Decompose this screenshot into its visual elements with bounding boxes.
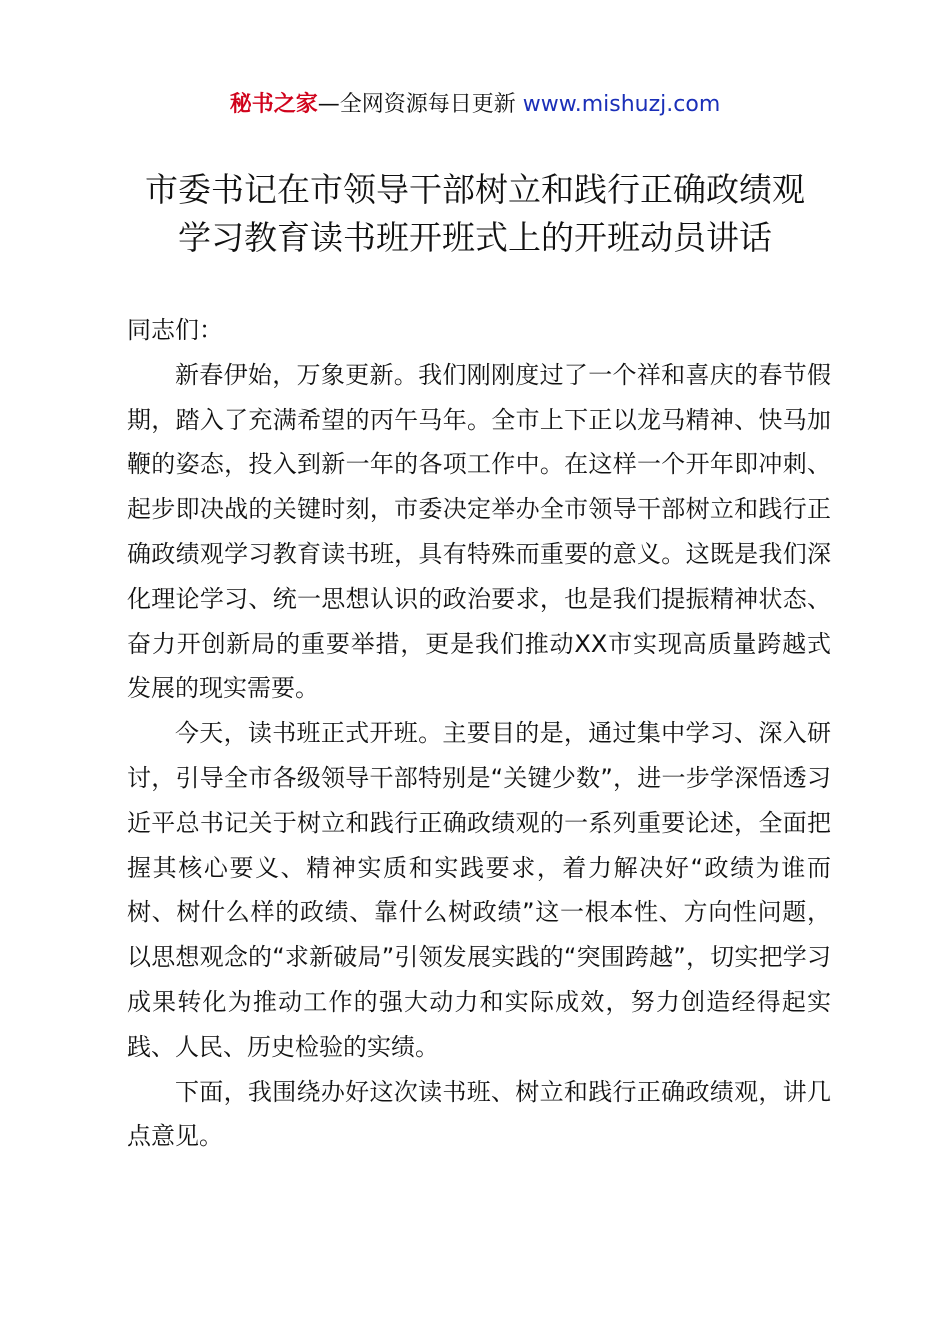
header-tagline: —全网资源每日更新: [317, 92, 516, 117]
body-paragraph: 下面，我围绕办好这次读书班、树立和践行正确政绩观，讲几点意见。: [127, 1077, 831, 1151]
title-line-1: 市委书记在市领导干部树立和践行正确政绩观: [145, 170, 805, 209]
body-paragraph: 今天，读书班正式开班。主要目的是，通过集中学习、深入研讨，引导全市各级领导干部特别是“关键少数”，进一步学深悟透习近平总书记关于树立和践行正确政绩观的一系列重要论述，全面把握其核心要义、精神实质和实践要求，着力解决好“政绩为谁而树、树什么样的政绩、靠什么树政绩”这一根本性、方向性问题，以思想观念的“求新破局”引领发展实践的“突围跨越”，切实把学习成果转化为推动工作的强大动力和实际成效，努力创造经得起实践、人民、历史检验的实绩。: [127, 719, 831, 1061]
greeting: 同志们：: [127, 316, 223, 344]
title-line-2: 学习教育读书班开班式上的开班动员讲话: [178, 218, 772, 257]
site-header: [0, 88, 950, 122]
site-url-link[interactable]: www.mishuzj.com: [522, 92, 721, 117]
body-paragraph: 新春伊始，万象更新。我们刚刚度过了一个祥和喜庆的春节假期，踏入了充满希望的丙午马年。全市上下正以龙马精神、快马加鞭的姿态，投入到新一年的各项工作中。在这样一个开年即冲刺、起步即决战的关键时刻，市委决定举办全市领导干部树立和践行正确政绩观学习教育读书班，具有特殊而重要的意义。这既是我们深化理论学习、统一思想认识的政治要求，也是我们提振精神状态、奋力开创新局的重要举措，更是我们推动XX市实现高质量跨越式发展的现实需要。: [127, 360, 831, 703]
document-body: [127, 308, 831, 1159]
document-title: [60, 166, 890, 262]
brand-name: 秘书之家: [229, 92, 318, 117]
